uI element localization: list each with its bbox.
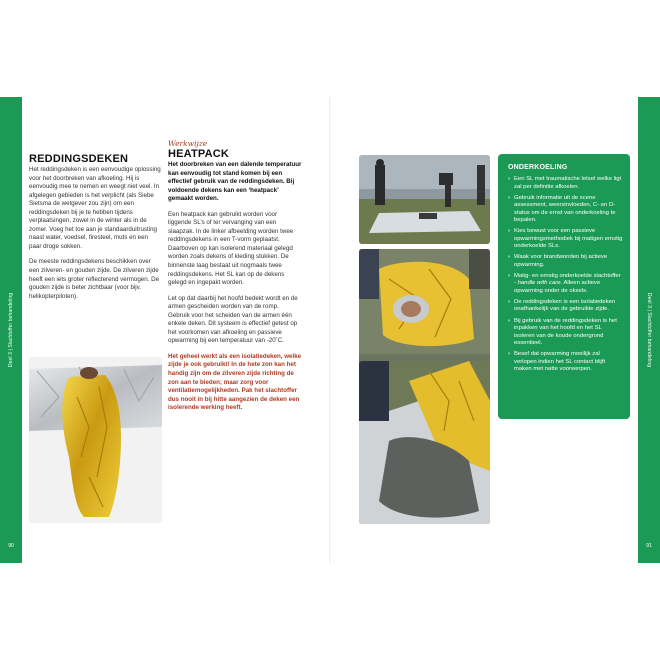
heatpack-wrapped-photo [29,357,162,523]
list-item-text: Matig- en ernstig onderkoelde slachtoffer - [514,272,621,287]
book-gutter [329,97,331,563]
heatpack-intro: Het doorbreken van een dalende temperatuur kan eenvoudig tot stand komen bij een effectief gebruik van de reddingsdeken. Bij voldoende dekens kan een ‘heatpack’ gemaakt worden. [168,161,302,203]
blanket-layers-illustration [359,361,490,524]
reddingsdeken-heading: REDDINGSDEKEN [29,153,129,165]
lake-shore-illustration [359,155,490,244]
left-page-number: 90 [8,543,14,549]
heatpack-wrapped-illustration [29,357,162,523]
list-item: › Gebruik informatie uit de scene assessment, weersinvloeden, C- en D-status om de ernst van onderkoeling te bepalen. [508,195,623,225]
list-item: › De reddingsdeken is een isolatiedeken onafhankelijk van de gebruikte zijde. [508,299,623,314]
list-item: › Kies bewust voor een passieve opwarmingsmethodiek bij matigen ernstig onderkoelde SLs. [508,228,623,251]
list-item: › Een SL met traumatische letsel welke ligt zal per definitie afkoelen. [508,176,623,191]
list-item: › Bij gebruik van de reddingsdeken is het inpakken van het hoofd en het SL isoleren van de koude ondergrond essentieel. [508,318,623,348]
list-item: › Waak voor brandwonden bij actieve opwarming. [508,254,623,269]
right-page-edge-strip [638,97,660,563]
book-spread [0,97,660,563]
heatpack-warning: Het geheel werkt als een isolatiedeken, welke zijde je ook gebruikt! In de hete zon kan het handig zijn om de zilveren zijde richting de zon aan te bieden; maar zorg voor ventilatiemogelijkheden. Pak het slachtoffer dus nooit in bij hitte aangezien de deken een isolerende werking heeft. [168,352,302,412]
wrapping-blanket-illustration [359,249,490,354]
blanket-layers-photo [359,361,490,524]
list-item-handle-with-care [508,273,623,296]
list-item-tail: Alleen actieve opwarming onder de oksels. [514,280,601,294]
reddingsdeken-paragraph-2: De meeste reddingsdekens beschikken over een zilveren- en gouden zijde. De zilveren zijde heeft een iets groter reflecterend vermogen. De gouden zijde is beter zichtbaar (voor bijv. helikopterpiloten). [29,258,160,300]
onderkoeling-box [498,154,630,419]
lake-shore-photo [359,155,490,244]
heatpack-paragraph-2: Let op dat daarbij het hoofd bedekt wordt en de armen gescheiden worden van de romp. Gebruik voor het scheiden van de armen één enkele deken. Dit systeem is effectief getest op het voorkomen van afkoeling en passieve opwarming bij een temperatuur van -20˚C. [168,294,298,345]
heatpack-kicker: Werkwijze [168,139,208,148]
reddingsdeken-column [29,153,162,308]
right-page-number: 91 [646,543,652,549]
heatpack-column [168,139,302,420]
list-item: › Besef dat opwarming moeilijk zal verlopen indien het SL contact blijft maken met natte voorwerpen. [508,351,623,374]
onderkoeling-list [508,176,623,374]
left-section-label: Deel 3 | Slachtoffer behandeling [8,292,14,368]
onderkoeling-heading: ONDERKOELING [508,164,568,171]
left-page-edge-strip [0,97,22,563]
list-item-emphasis: handle with care. [517,280,563,287]
right-section-label: Deel 3 | Slachtoffer behandeling [646,292,652,368]
reddingsdeken-paragraph-1: Het reddingsdeken is een eenvoudige oplossing voor het doorbreken van afkoeling. Hij is eenvoudig mee te nemen en weegt niet veel. In afgelegen gebieden is het verplicht (als Siebe Sietsma de wetgever zou zijn) om een reddingsdeken bij je te hebben tijdens verplaatsingen, zowel in de winter als in de zomer. Voeg het toe aan je standaarduitrusting naast water, voedsel, firesteel, muts en een paar droge sokken. [29,166,161,250]
heatpack-paragraph-1: Een heatpack kan gebruikt worden voor liggende SL’s of ter vervanging van een slaapzak. In de linker afbeelding worden twee reddingsdekens in een T-vorm geplaatst. Daarboven op kan isolerend materiaal gelegd worden zoals dekens of kleding stukken. De binnenste laag bestaat uit nogmaals twee reddingsdekens. Het SL kan op de dekens gelegd en ingepakt worden. [168,210,294,287]
heatpack-heading: HEATPACK [168,148,230,160]
